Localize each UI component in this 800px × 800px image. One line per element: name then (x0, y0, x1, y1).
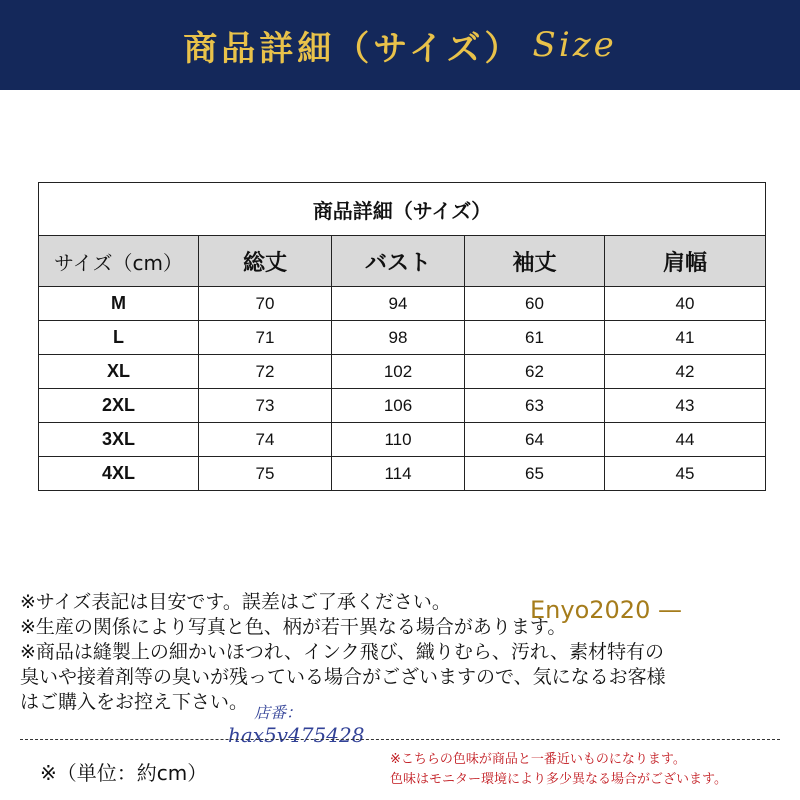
note-line: ※商品は縫製上の細かいほつれ、インク飛び、織りむら、汚れ、素材特有の (20, 641, 665, 663)
note-line: はご購入をお控え下さい。 (20, 691, 249, 713)
size-cell: 2XL (39, 389, 199, 423)
sleeve-cell: 60 (465, 287, 605, 321)
shoulder-cell: 43 (605, 389, 766, 423)
shoulder-cell: 44 (605, 423, 766, 457)
bust-cell: 110 (332, 423, 465, 457)
unit-note: ※（単位：約cm） (40, 761, 208, 785)
banner-subtitle: Size (532, 25, 617, 65)
size-cell: L (39, 321, 199, 355)
length-cell: 74 (199, 423, 332, 457)
note-line: 臭いや接着剤等の臭いが残っている場合がございますので、気になるお客様 (20, 666, 666, 688)
brand-mark: Enyo2020 — (530, 596, 682, 624)
title-banner (0, 0, 800, 90)
note-line: ※生産の関係により写真と色、柄が若干異なる場合があります。 (20, 616, 567, 638)
dashed-divider (20, 739, 780, 740)
size-cell: 4XL (39, 457, 199, 491)
shoulder-cell: 41 (605, 321, 766, 355)
header-length: 総丈 (199, 236, 332, 287)
header-bust: バスト (332, 236, 465, 287)
sleeve-cell: 62 (465, 355, 605, 389)
header-sleeve: 袖丈 (465, 236, 605, 287)
bust-cell: 106 (332, 389, 465, 423)
size-cell: M (39, 287, 199, 321)
length-cell: 75 (199, 457, 332, 491)
header-shoulder: 肩幅 (605, 236, 766, 287)
sleeve-cell: 65 (465, 457, 605, 491)
bust-cell: 94 (332, 287, 465, 321)
table-row (39, 321, 766, 355)
sleeve-cell: 64 (465, 423, 605, 457)
header-size: サイズ（cm） (39, 236, 199, 287)
table-row (39, 423, 766, 457)
color-disclaimer (390, 750, 790, 790)
shoulder-cell: 40 (605, 287, 766, 321)
size-cell: 3XL (39, 423, 199, 457)
bust-cell: 98 (332, 321, 465, 355)
size-table (38, 182, 766, 491)
table-row (39, 287, 766, 321)
length-cell: 71 (199, 321, 332, 355)
table-row (39, 457, 766, 491)
table-header-row (39, 236, 766, 287)
bust-cell: 102 (332, 355, 465, 389)
shoulder-cell: 45 (605, 457, 766, 491)
disclaimer-line: ※こちらの色味が商品と一番近いものになります。 (390, 752, 686, 767)
watermark-label: 店番： (254, 703, 303, 722)
banner-title: 商品詳細（サイズ） (183, 28, 523, 69)
note-line: ※サイズ表記は目安です。誤差はご了承ください。 (20, 591, 451, 613)
table-row (39, 389, 766, 423)
table-row (39, 355, 766, 389)
table-caption: 商品詳細（サイズ） (39, 183, 766, 236)
bust-cell: 114 (332, 457, 465, 491)
sleeve-cell: 61 (465, 321, 605, 355)
shoulder-cell: 42 (605, 355, 766, 389)
disclaimer-line: 色味はモニター環境により多少異なる場合がございます。 (390, 772, 727, 787)
length-cell: 70 (199, 287, 332, 321)
length-cell: 72 (199, 355, 332, 389)
watermark-code: hax5v475428 (228, 723, 365, 747)
length-cell: 73 (199, 389, 332, 423)
size-cell: XL (39, 355, 199, 389)
sleeve-cell: 63 (465, 389, 605, 423)
